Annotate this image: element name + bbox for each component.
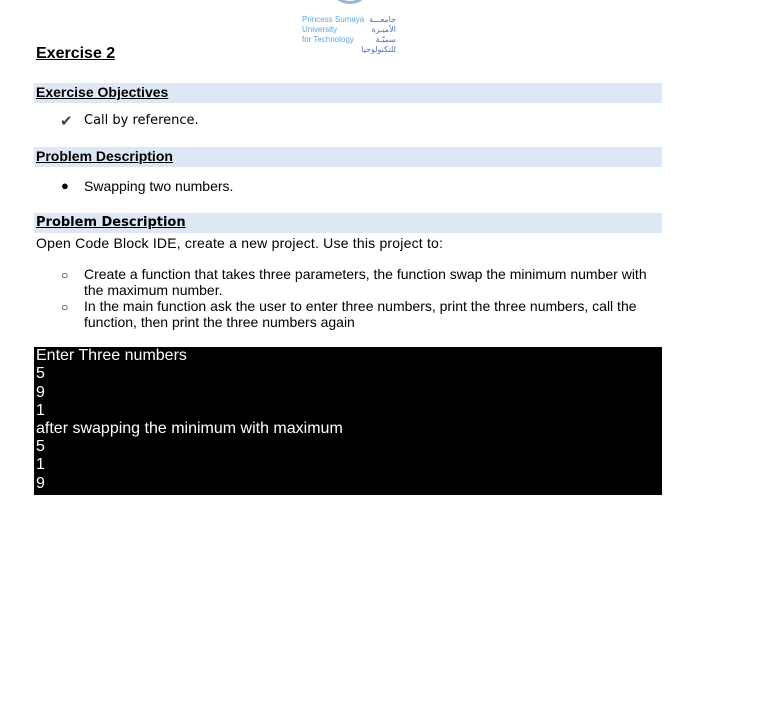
logo-name-english: Princess Sumaya University for Technology — [302, 15, 365, 44]
task-item: In the main function ask the user to enter three numbers, print the three numbers, call the function, then print the three numbers again — [84, 298, 637, 330]
university-logo — [300, 0, 400, 54]
console-line: 5 — [36, 438, 45, 455]
objectives-heading-band — [34, 83, 662, 103]
problem-intro-text: Open Code Block IDE, create a new project. Use this project to: — [36, 235, 444, 251]
bullet-icon: ● — [61, 178, 69, 193]
logo-emblem-icon — [328, 0, 372, 4]
objectives-heading: Exercise Objectives — [36, 84, 169, 100]
console-line: Enter Three numbers — [36, 347, 187, 364]
console-output — [34, 347, 662, 495]
console-line: 1 — [36, 456, 45, 473]
checkmark-icon: ✔ — [60, 113, 73, 130]
problem-heading-band — [34, 147, 662, 167]
task-item: Create a function that takes three parameters, the function swap the minimum number with the maximum number. — [84, 266, 647, 298]
problem-description-heading: Problem Description — [36, 215, 186, 230]
problem-heading: Problem Description — [36, 148, 173, 164]
exercise-title: Exercise 2 — [36, 45, 116, 62]
console-line: 5 — [36, 365, 45, 382]
console-line: 9 — [36, 475, 45, 492]
problem-description-heading-band — [34, 213, 662, 233]
console-line: after swapping the minimum with maximum — [36, 420, 343, 437]
console-line: 1 — [36, 402, 45, 419]
console-line: 9 — [36, 384, 45, 401]
logo-name-arabic: جامعـــة الأميـرة سميّـة للتكنولوجيا — [361, 15, 396, 54]
circle-bullet-icon: ○ — [61, 300, 69, 314]
objective-item: Call by reference. — [84, 113, 199, 128]
problem-item: Swapping two numbers. — [84, 178, 234, 194]
circle-bullet-icon: ○ — [61, 268, 69, 282]
